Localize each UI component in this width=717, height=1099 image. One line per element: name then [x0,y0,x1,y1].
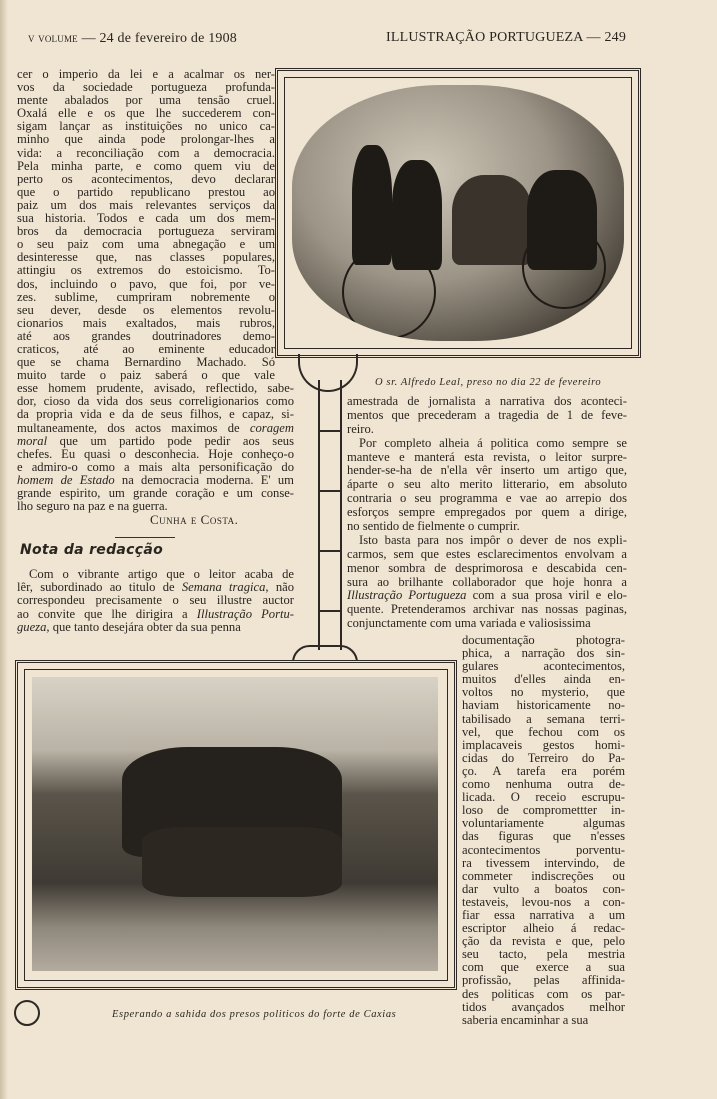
text-line: minho que ainda pode prolongar-lhes a [17,132,275,147]
text-line: grande espirito, um grande coração e um conse- [17,486,294,500]
text-line: testaveis, levou-nos a con- [462,894,625,909]
text-line: da propria vida e da de seus filhos, e capaz, si- [17,407,294,422]
text-line: manteve e manterá esta revista, o leitor surpre- [347,449,627,464]
text-line: documentação photogra- [462,633,625,647]
bottom-photo [32,677,438,971]
text-line [17,621,294,634]
article-left-column [17,67,294,514]
text-line: como nenhuma outra de- [462,777,625,792]
photo-figure [452,175,532,265]
text-line: com que exerce a sua [462,960,625,975]
text-line: que se chama Bernardino Machado. Só [17,355,275,370]
text-line: carmos, sem que estes esclarecimentos envolvam a [347,546,627,561]
text-line: muito tarde o paiz saberá o que vale [17,368,275,383]
italic-text: Illustração Portugueza [347,588,467,603]
text-line: commeter indiscreções ou [462,868,625,883]
text-line [17,435,294,448]
text-line: attingiu os extremos do estoicismo. To- [17,263,275,278]
bottom-photo-frame [15,660,457,990]
text-line: reiro. [347,421,374,436]
italic-text: Semana tragica [181,580,266,595]
text-line: paiz um dos mais relevantes serviços da [17,197,275,212]
text-line: Isto basta para nos impôr o dever de nos expli- [359,532,627,547]
text-line: Por completo alheia á politica como sempre se [359,435,627,450]
text-line: vel, que fechou com os [462,724,625,739]
text-segment: na democracia moderna. E' um [114,472,294,487]
text-line: dos, incluindo o pavo, que foi, por ve- [17,276,275,291]
italic-text: moral [17,433,48,448]
text-line: correspondeu precisamente o seu illustre auctor [17,593,294,608]
text-line: fiar essa narrativa a um [462,907,625,922]
text-line: bros da democracia portugueza serviram [17,224,275,239]
text-line: até aos grandes doutrinadores demo- [17,328,275,343]
text-line: dar vulto a boatos con- [462,881,625,896]
author-signature: Cunha e Costa. [150,512,239,527]
text-line: chefes. Eu quasi o desconhecia. Hoje conheço-o [17,446,294,461]
text-segment: que um partido pode pedir aos seus [47,433,294,448]
section-divider [115,537,175,538]
magazine-title: ILLUSTRAÇÃO PORTUGUEZA [386,30,583,45]
top-photo-caption: O sr. Alfredo Leal, preso no dia 22 de fevereiro [375,377,602,388]
text-line: contraria o seu programma e vae ao arrepio dos [347,491,627,506]
text-line: dor, cioso da vida dos seus correligionarios como [17,394,294,409]
page-binding-edge [0,0,8,1099]
text-line: das figuras que n'esses [462,829,625,844]
text-line: Com o vibrante artigo que o leitor acaba de [29,567,294,581]
text-line: mente abalados por uma tensão cruel. [17,93,275,108]
text-line [347,589,627,603]
top-photo [292,85,624,341]
italic-text: Illustração Portu- [196,606,294,621]
page-number: — 249 [586,30,627,45]
text-line: implacaveis gestos homi- [462,737,625,752]
photo-group [142,827,342,897]
running-header-left [28,30,237,47]
text-line: perto os acontecimentos, devo declarar [17,171,275,186]
article-narrow-column [462,634,625,1027]
volume-label: v volume [28,30,78,45]
text-segment: lêr, subordinado ao titulo de [17,580,182,595]
text-line: craticos, até ao eminente educador [17,341,275,356]
text-line: tidos avançados melhor [462,999,625,1014]
text-segment: ao convite que lhe dirigira a [17,606,197,621]
text-line: hender-se-ha de n'ella vêr inserto um artigo que, [347,463,627,478]
text-line: muitos d'elles ainda en- [462,672,625,687]
bottom-photo-caption: Esperando a sahida dos presos politicos do forte de Caxias [112,1009,397,1020]
text-segment: , não [265,580,295,595]
text-line: cionarios mais exaltados, mais rubros, [17,315,275,330]
text-line: vida: a reconciliação com a democracia. [17,145,275,160]
text-line: conjunctamente com uma variada e valiosissima [347,616,591,631]
nota-column [17,568,294,634]
text-line: sua historia. Todos e cada um dos mem- [17,211,275,226]
text-line: ra tivessem intervindo, de [462,855,625,870]
text-line: mentos que precederam a tragedia de 1 de feve- [347,407,627,422]
text-line: acontecimentos porventu- [462,842,625,857]
text-line: profissão, pelas affinida- [462,973,625,988]
text-line: menor sombra de desprimorosa e descabida cen- [347,560,627,575]
section-heading: Nota da redacção [20,542,164,558]
text-line: que o partido republicano prestou ao [17,184,275,199]
text-line: cer o imperio da lei e a acalmar os ner- [17,67,275,81]
text-line: amestrada de jornalista a narrativa dos aconteci- [347,394,627,408]
text-line: lho seguro na paz e na guerra. [17,499,168,514]
text-line: gulares acontecimentos, [462,659,625,674]
ornament-stalk [318,380,342,650]
italic-text: homem de Estado [17,472,115,487]
text-line: ço. A tarefa era porém [462,763,625,778]
text-line: áparte o seu alto merito litterario, em absoluto [347,477,627,492]
top-photo-frame [275,68,641,358]
italic-text: gueza [17,619,47,634]
text-line: e admiro-o como a mais alta personificação do [17,459,294,474]
frame-scroll-ornament [14,1000,40,1026]
italic-text: coragem [249,420,294,435]
text-line: desinteresse que, nas classes populares, [17,250,275,265]
article-right-column [347,395,627,631]
text-line: escriptor alheio á redac- [462,921,625,936]
text-line: saberia encaminhar a sua [462,1012,589,1027]
text-line: loso de compromettter in- [462,803,625,818]
text-line: tabilisado a semana terri- [462,711,625,726]
text-line: voltos no mysterio, que [462,685,625,700]
text-line: vos da sociedade portugueza profunda- [17,80,275,95]
text-line: quente. Pretenderamos archivar nas nossas paginas, [347,602,627,617]
text-segment: com a sua prosa viril e elo- [466,588,627,603]
text-line: cidas do Terreiro do Pa- [462,750,625,765]
text-line: phica, a narração dos sin- [462,646,625,661]
text-line: voluntariamente algumas [462,816,625,831]
carriage-wheel [522,225,606,309]
running-header-right [386,30,626,46]
text-line: des politicas com os par- [462,986,625,1001]
text-line: licada. O receio escrupu- [462,790,625,805]
text-line: zes. sublime, cumpriram nobremente o [17,289,275,304]
issue-date: — 24 de fevereiro de 1908 [81,31,238,46]
text-line: Pela minha parte, e como quem viu de [17,158,275,173]
text-line: sigam lançar as instituições no unico ca- [17,119,275,134]
carriage-wheel [342,245,436,339]
text-line: haviam historicamente no- [462,698,625,713]
text-line: no sentido de fielmente o cumprir. [347,519,520,534]
text-line: ção da revista e que, pelo [462,934,625,949]
text-segment: multaneamente, dos actos maximos de [17,420,250,435]
text-line: o seu paiz com uma abnegação e um [17,237,275,252]
text-line: sura ao brilhante collaborador que hoje honra a [347,574,627,589]
text-line: seu tacto, pela mestria [462,947,625,962]
text-line: seu dever, desde os elementos revolu- [17,302,275,317]
text-line: esforços sempre empregados por quem a dirige, [347,505,627,520]
text-segment: , que tanto desejára obter da sua penna [46,619,241,634]
text-line: esse homem prudente, avisado, reflectido, sabe- [17,381,294,396]
text-line: Oxalá elle e os que lhe succederem con- [17,106,275,121]
